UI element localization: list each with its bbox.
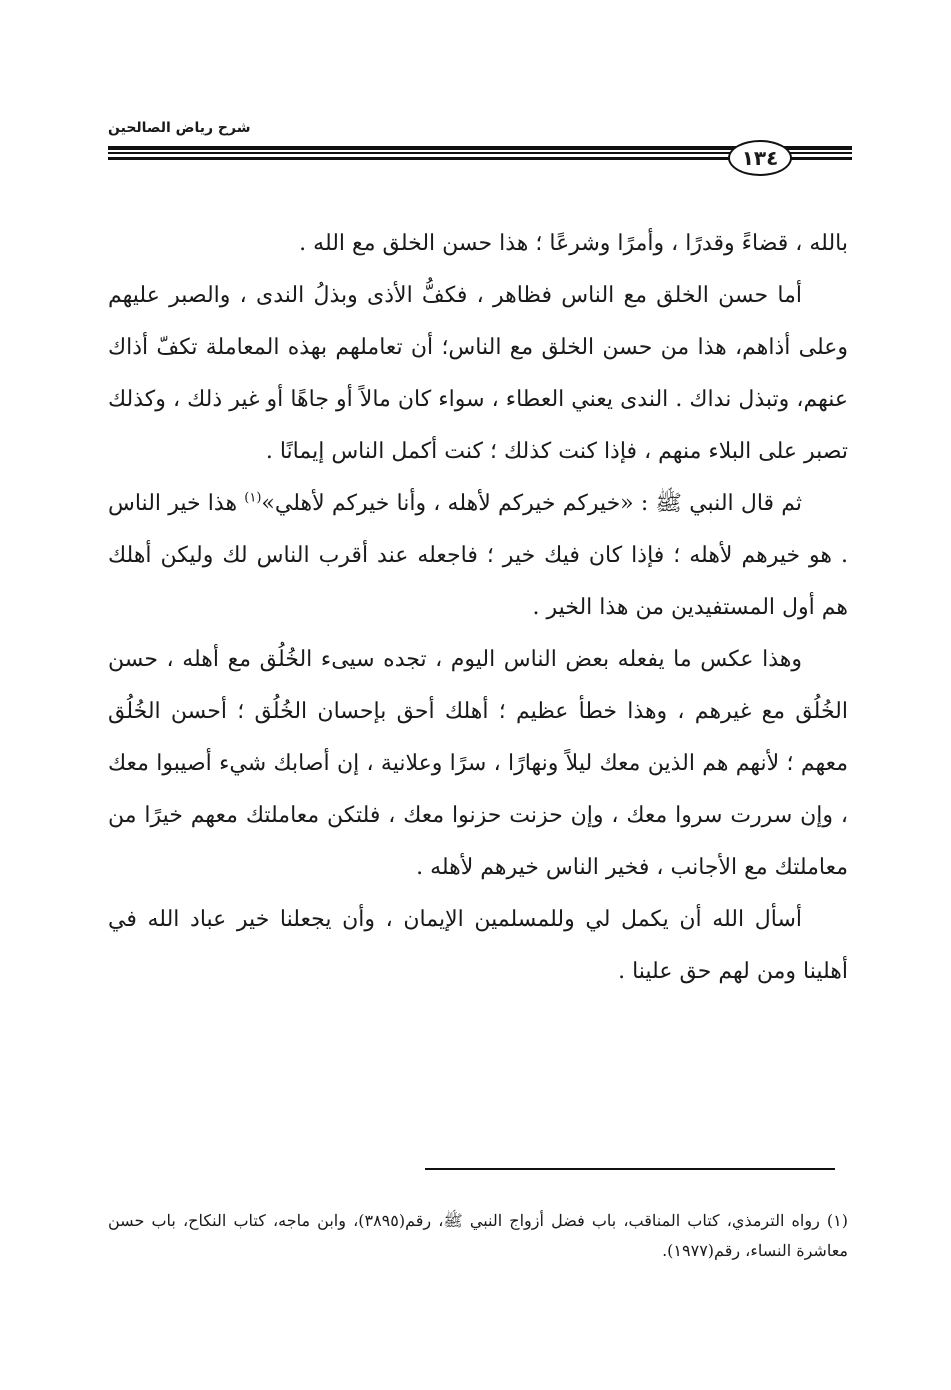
footnote [108, 1206, 848, 1266]
hadith-intro: ثم قال النبي ﷺ : [640, 491, 802, 516]
paragraph-4: وهذا عكس ما يفعله بعض الناس اليوم ، تجده سيىء الخُلُق مع أهله ، حسن الخُلُق مع غيرهم ، وهذا خطأ عظيم ؛ أهلك أحق بإحسان الخُلُق ؛ أحسن الخُلُق معهم ؛ لأنهم هم الذين معك ليلاً ونهارًا ، سرًا وعلانية ، إن أصابك شيء أصيبوا معك ، وإن سررت سروا معك ، وإن حزنت حزنوا معك ، فلتكن معاملتك معهم خيرًا من معاملتك مع الأجانب ، فخير الناس خيرهم لأهله . [108, 647, 848, 880]
footnote-separator [425, 1168, 835, 1170]
body-text [108, 218, 848, 998]
footnote-marker: (١) [244, 490, 262, 506]
paragraph-5: أسأل الله أن يكمل لي وللمسلمين الإيمان ، وأن يجعلنا خير عباد الله في أهلينا ومن لهم حق علينا . [108, 907, 848, 984]
paragraph-3: هذا خير الناس . هو خيرهم لأهله ؛ فإذا كان فيك خير ؛ فاجعله عند أقرب الناس لك وليكن أهلك هم أول المستفيدين من هذا الخير . [108, 491, 848, 620]
paragraph-hadith [108, 478, 848, 634]
running-title: شرح رياض الصالحين [108, 120, 251, 136]
page-number: ١٣٤ [728, 140, 792, 176]
hadith-quote: «خيركم خيركم لأهله ، وأنا خيركم لأهلي» [261, 491, 634, 516]
paragraph-1: بالله ، قضاءً وقدرًا ، وأمرًا وشرعًا ؛ هذا حسن الخلق مع الله . [299, 231, 848, 256]
footnote-text: (١) رواه الترمذي، كتاب المناقب، باب فضل أزواج النبي ﷺ، رقم(٣٨٩٥)، وابن ماجه، كتاب النكاح، باب حسن معاشرة النساء، رقم(١٩٧٧). [108, 1211, 849, 1260]
paragraph-2: أما حسن الخلق مع الناس فظاهر ، فكفُّ الأذى وبذلُ الندى ، والصبر عليهم وعلى أذاهم، هذا من حسن الخلق مع الناس؛ أن تعاملهم بهذه المعاملة تكفّ أذاك عنهم، وتبذل نداك . الندى يعني العطاء ، سواء كان مالاً أو جاهًا أو غير ذلك ، وكذلك تصبر على البلاء منهم ، فإذا كنت كذلك ؛ كنت أكمل الناس إيمانًا . [108, 283, 848, 464]
